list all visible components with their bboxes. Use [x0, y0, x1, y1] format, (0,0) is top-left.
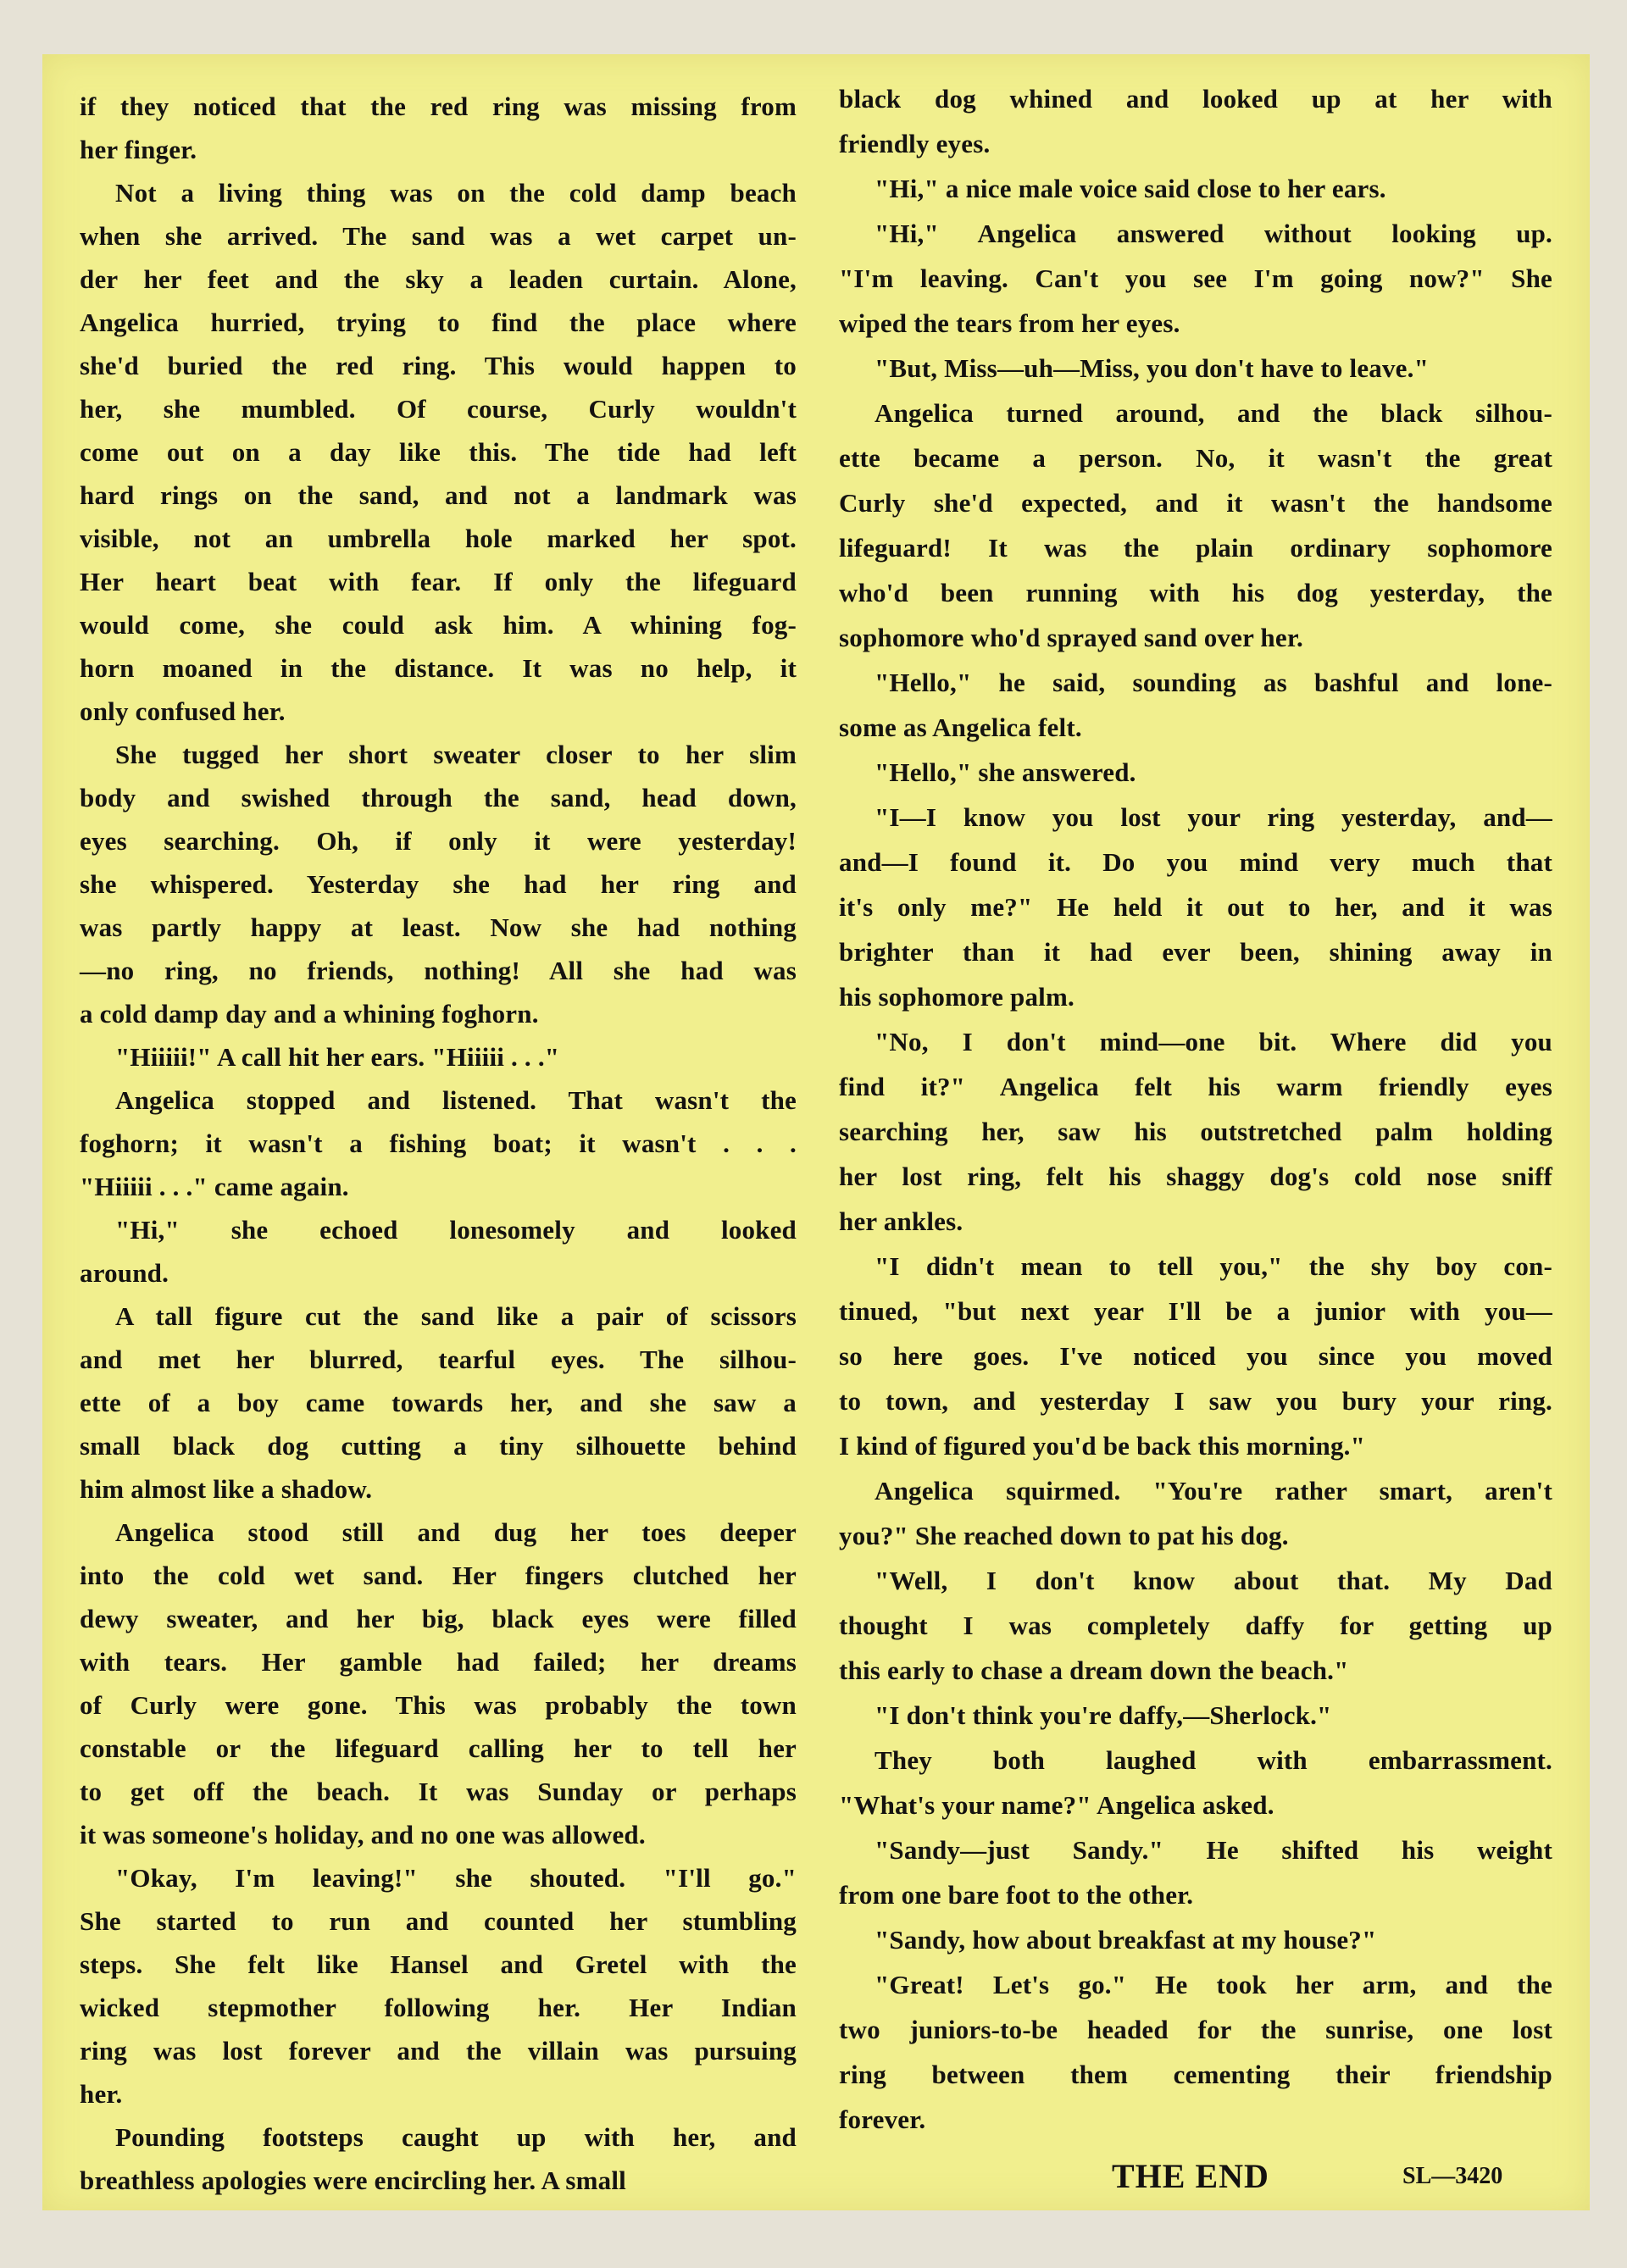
- text-line: with tears. Her gamble had failed; her dreams: [80, 1647, 797, 1677]
- text-line: "Sandy, how about breakfast at my house?": [875, 1925, 1377, 1955]
- text-line: so here goes. I've noticed you since you moved: [839, 1341, 1552, 1371]
- text-line: She started to run and counted her stumbling: [80, 1906, 797, 1936]
- text-line: if they noticed that the red ring was missing from: [80, 91, 797, 121]
- text-line: steps. She felt like Hansel and Gretel with the: [80, 1949, 797, 1979]
- text-line: "Hello," she answered.: [875, 757, 1136, 787]
- text-line: They both laughed with embarrassment.: [875, 1745, 1552, 1775]
- text-line: you?" She reached down to pat his dog.: [839, 1521, 1289, 1550]
- paragraph: [80, 2116, 797, 2202]
- paragraph: [839, 750, 1552, 795]
- text-line: of Curly were gone. This was probably the town: [80, 1690, 797, 1720]
- text-line: foghorn; it wasn't a fishing boat; it wasn't . . .: [80, 1128, 797, 1158]
- text-line: "I don't think you're daffy,—Sherlock.": [875, 1700, 1332, 1730]
- paragraph: [839, 1738, 1552, 1827]
- paragraph: [839, 1827, 1552, 1917]
- text-line: "No, I don't mind—one bit. Where did you: [875, 1027, 1552, 1056]
- text-line: was partly happy at least. Now she had nothing: [80, 912, 797, 942]
- paragraph: [839, 211, 1552, 346]
- paragraph: [80, 1035, 797, 1079]
- paragraph: [839, 1019, 1552, 1244]
- text-line: searching her, saw his outstretched palm holding: [839, 1117, 1552, 1146]
- text-line: some as Angelica felt.: [839, 713, 1082, 742]
- text-line: Her heart beat with fear. If only the lifeguard: [80, 567, 797, 596]
- text-line: come out on a day like this. The tide had left: [80, 437, 797, 467]
- text-line: der her feet and the sky a leaden curtain. Alone,: [80, 264, 797, 294]
- text-line: constable or the lifeguard calling her to tell her: [80, 1733, 797, 1763]
- text-line: Curly she'd expected, and it wasn't the handsome: [839, 488, 1552, 518]
- text-line: Pounding footsteps caught up with her, and: [115, 2122, 797, 2152]
- text-line: horn moaned in the distance. It was no help, it: [80, 653, 797, 683]
- text-line: this early to chase a dream down the beach.": [839, 1655, 1349, 1685]
- story-code: SL—3420: [1402, 2163, 1503, 2189]
- text-line: ring between them cementing their friendship: [839, 2060, 1552, 2089]
- text-line: hard rings on the sand, and not a landmark was: [80, 480, 797, 510]
- paragraph: [80, 1511, 797, 1856]
- text-line: visible, not an umbrella hole marked her spot.: [80, 524, 797, 553]
- text-line: eyes searching. Oh, if only it were yesterday!: [80, 826, 797, 856]
- text-line: only confused her.: [80, 696, 286, 726]
- text-line: from one bare foot to the other.: [839, 1880, 1194, 1910]
- text-line: "Hello," he said, sounding as bashful and lone-: [875, 668, 1552, 697]
- text-line: "Hi," Angelica answered without looking up.: [875, 219, 1552, 248]
- text-line: it's only me?" He held it out to her, and it was: [839, 892, 1552, 922]
- text-line: Angelica stopped and listened. That wasn't the: [115, 1085, 797, 1115]
- text-line: A tall figure cut the sand like a pair of scissors: [115, 1301, 797, 1331]
- text-line: "Okay, I'm leaving!" she shouted. "I'll go.": [115, 1863, 797, 1893]
- text-line: —no ring, no friends, nothing! All she had was: [80, 956, 797, 985]
- text-line: "I didn't mean to tell you," the shy boy con-: [875, 1251, 1552, 1281]
- text-line: his sophomore palm.: [839, 982, 1074, 1012]
- text-column-right: [839, 76, 1552, 2142]
- text-line: to town, and yesterday I saw you bury your ring.: [839, 1386, 1552, 1416]
- text-line: forever.: [839, 2104, 926, 2134]
- text-line: to get off the beach. It was Sunday or perhaps: [80, 1777, 797, 1806]
- text-line: around.: [80, 1258, 169, 1288]
- text-line: small black dog cutting a tiny silhouette behind: [80, 1431, 797, 1461]
- text-line: "Hiiiii!" A call hit her ears. "Hiiiii . . .": [115, 1042, 560, 1072]
- paragraph: [80, 1856, 797, 2116]
- paragraph: [839, 795, 1552, 1019]
- text-line: dewy sweater, and her big, black eyes were filled: [80, 1604, 797, 1633]
- text-line: Angelica squirmed. "You're rather smart, aren't: [875, 1476, 1552, 1506]
- text-line: would come, she could ask him. A whining fog-: [80, 610, 797, 640]
- paragraph: [80, 733, 797, 1035]
- text-line: her, she mumbled. Of course, Curly wouldn't: [80, 394, 797, 424]
- text-column-left: [80, 85, 797, 2202]
- text-line: a cold damp day and a whining foghorn.: [80, 999, 539, 1029]
- text-line: her lost ring, felt his shaggy dog's cold nose sniff: [839, 1162, 1552, 1191]
- text-line: "Great! Let's go." He took her arm, and the: [875, 1970, 1552, 1999]
- text-line: Not a living thing was on the cold damp beach: [115, 178, 797, 208]
- text-line: lifeguard! It was the plain ordinary sophomore: [839, 533, 1552, 563]
- text-line: when she arrived. The sand was a wet carpet un-: [80, 221, 797, 251]
- text-line: Angelica turned around, and the black silhou-: [875, 398, 1552, 428]
- paragraph: [80, 1079, 797, 1208]
- paragraph: [839, 76, 1552, 166]
- paragraph: [839, 1558, 1552, 1693]
- text-line: "Well, I don't know about that. My Dad: [875, 1566, 1552, 1595]
- text-line: black dog whined and looked up at her with: [839, 84, 1552, 114]
- text-line: him almost like a shadow.: [80, 1474, 373, 1504]
- text-line: ring was lost forever and the villain was pursuing: [80, 2036, 797, 2066]
- paragraph: [80, 1208, 797, 1295]
- text-line: "I—I know you lost your ring yesterday, and—: [875, 802, 1552, 832]
- paragraph: [839, 660, 1552, 750]
- text-line: wiped the tears from her eyes.: [839, 308, 1180, 338]
- text-line: ette became a person. No, it wasn't the great: [839, 443, 1552, 473]
- text-line: into the cold wet sand. Her fingers clutched her: [80, 1561, 797, 1590]
- text-line: I kind of figured you'd be back this morning.": [839, 1431, 1366, 1461]
- text-line: "What's your name?" Angelica asked.: [839, 1790, 1274, 1820]
- text-line: "Sandy—just Sandy." He shifted his weight: [875, 1835, 1552, 1865]
- text-line: friendly eyes.: [839, 129, 991, 158]
- text-line: two juniors-to-be headed for the sunrise, one lost: [839, 2015, 1552, 2044]
- paragraph: [839, 1962, 1552, 2142]
- text-line: Angelica hurried, trying to find the place where: [80, 308, 797, 337]
- text-line: her finger.: [80, 135, 197, 164]
- text-line: brighter than it had ever been, shining away in: [839, 937, 1552, 967]
- paragraph: [839, 391, 1552, 660]
- paragraph: [839, 1244, 1552, 1468]
- text-line: "I'm leaving. Can't you see I'm going now?" She: [839, 263, 1552, 293]
- text-line: sophomore who'd sprayed sand over her.: [839, 623, 1303, 652]
- text-line: and met her blurred, tearful eyes. The silhou-: [80, 1345, 797, 1374]
- text-line: who'd been running with his dog yesterday, the: [839, 578, 1552, 607]
- text-line: her ankles.: [839, 1206, 963, 1236]
- text-line: "Hi," she echoed lonesomely and looked: [115, 1215, 797, 1245]
- paragraph: [839, 1468, 1552, 1558]
- paragraph: [839, 166, 1552, 211]
- paragraph: [839, 1693, 1552, 1738]
- text-line: her.: [80, 2079, 123, 2109]
- text-line: and—I found it. Do you mind very much that: [839, 847, 1552, 877]
- text-line: wicked stepmother following her. Her Indian: [80, 1993, 797, 2022]
- text-line: She tugged her short sweater closer to her slim: [115, 740, 797, 769]
- text-line: thought I was completely daffy for getting up: [839, 1611, 1552, 1640]
- text-line: it was someone's holiday, and no one was allowed.: [80, 1820, 646, 1849]
- text-line: breathless apologies were encircling her. A small: [80, 2165, 626, 2195]
- paragraph: [80, 1295, 797, 1511]
- text-line: Angelica stood still and dug her toes deeper: [115, 1517, 797, 1547]
- text-line: "Hiiiii . . ." came again.: [80, 1172, 349, 1201]
- text-line: she whispered. Yesterday she had her ring and: [80, 869, 797, 899]
- text-line: "But, Miss—uh—Miss, you don't have to leave.": [875, 353, 1430, 383]
- paragraph: [839, 346, 1552, 391]
- text-line: body and swished through the sand, head down,: [80, 783, 797, 812]
- text-line: tinued, "but next year I'll be a junior with you—: [839, 1296, 1552, 1326]
- text-line: "Hi," a nice male voice said close to her ears.: [875, 174, 1386, 203]
- text-line: find it?" Angelica felt his warm friendly eyes: [839, 1072, 1552, 1101]
- paragraph: [80, 85, 797, 171]
- the-end-label: THE END: [1112, 2157, 1269, 2195]
- paragraph: [80, 171, 797, 733]
- text-line: she'd buried the red ring. This would happen to: [80, 351, 797, 380]
- text-line: ette of a boy came towards her, and she saw a: [80, 1388, 797, 1417]
- paragraph: [839, 1917, 1552, 1962]
